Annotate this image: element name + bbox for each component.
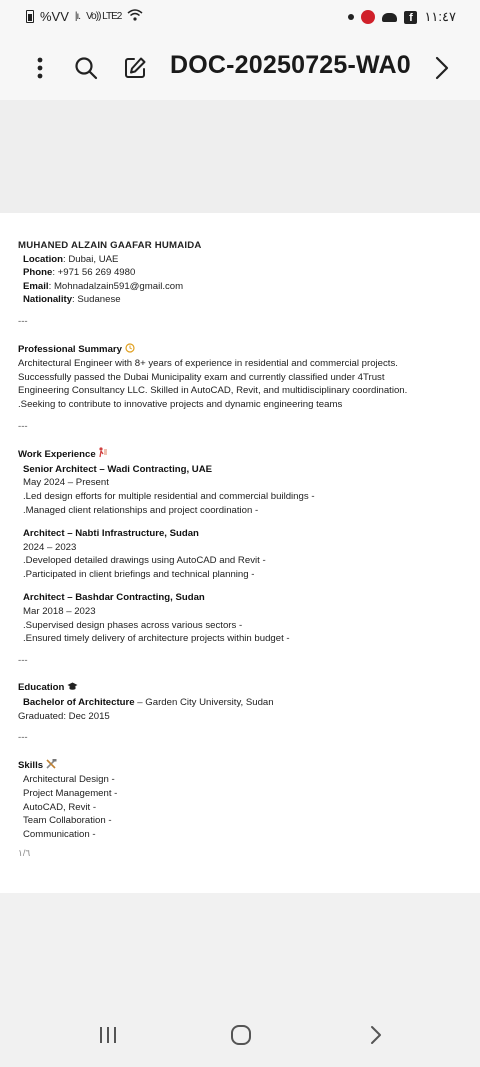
job-dates: May 2024 – Present [23,477,109,489]
status-right [348,9,456,25]
clock-emoji-icon [125,343,135,358]
contact-value: : Mohnadalzain591@gmail.com [48,280,184,292]
battery-icon [26,10,34,23]
system-nav-bar [0,1003,480,1067]
degree-name: Bachelor of Architecture [23,697,135,709]
document-page[interactable] [0,213,480,893]
skill-item: Architectural Design - [23,774,115,786]
contact-email [18,280,458,294]
clock: ١١:٤٧ [424,9,456,24]
search-button[interactable] [66,48,106,88]
graduation-cap-emoji-icon [67,682,78,696]
separator: --- [18,315,28,327]
contact-nationality [18,293,458,307]
experience-title: Work Experience [18,449,96,461]
contact-value: : Sudanese [72,294,121,306]
home-icon [230,1024,252,1046]
cloud-icon [382,13,397,22]
job-title [23,591,458,605]
summary-heading [18,343,458,358]
skill-item: Team Collaboration - [23,815,112,827]
education-title: Education [18,682,65,694]
skills-heading [18,759,458,774]
skill-item: AutoCAD, Revit - [23,801,97,813]
contact-label: Phone [23,267,53,279]
recent-apps-icon [98,1025,118,1045]
document-content [18,239,458,861]
battery-percent: %VV [40,9,69,24]
summary-line: Architectural Engineer with 8+ years of experience in residential and commercial projects. [18,358,398,370]
contact-location [18,253,458,267]
more-vertical-icon [37,57,43,79]
contact-label: Email [23,280,49,292]
skill-item: Project Management - [23,788,118,799]
education-heading [18,681,458,696]
job-bullet: .Managed client relationships and project coordination - [23,504,259,516]
edit-icon [123,56,147,80]
job-bullet: .Ensured timely delivery of architecture projects within budget - [23,633,290,645]
contact-label: Nationality [23,294,73,306]
separator: --- [18,420,28,432]
back-button[interactable] [356,1017,396,1053]
top-toolbar [0,36,480,100]
job-title [23,527,458,541]
signal-icon: |ı. [74,11,81,22]
recent-apps-button[interactable] [88,1017,128,1053]
job-dates: Mar 2018 – 2023 [23,606,96,618]
contact-label: Location [23,253,63,265]
document-title: DOC-20250725-WA0 [170,51,411,79]
wifi-icon [127,9,143,24]
app-notification-icon [361,10,375,24]
status-left [26,9,143,24]
more-options-button[interactable] [20,48,60,88]
job-title-text: Senior Architect – Wadi Contracting, UAE [23,463,213,475]
job-entry [18,591,458,645]
school-name: – Garden City University, Sudan [134,697,274,709]
job-entry [18,527,458,581]
job-bullet: .Supervised design phases across various sectors - [23,619,243,631]
separator: --- [18,732,28,744]
next-button[interactable] [422,48,462,88]
summary-line: .Seeking to contribute to innovative projects and dynamic engineering teams [18,398,343,410]
contact-phone [18,266,458,280]
chevron-right-icon [435,56,449,80]
experience-heading [18,447,458,463]
summary-line: Engineering Consultancy LLC. Skilled in AutoCAD, Revit, and multidisciplinary coordination. [18,385,408,397]
job-title-text: Architect – Nabti Infrastructure, Sudan [23,528,199,540]
education-degree [18,696,458,710]
job-entry [18,463,458,517]
facebook-icon: f [404,11,417,24]
job-bullet: .Led design efforts for multiple residential and commercial buildings - [23,490,315,502]
summary-title: Professional Summary [18,343,122,355]
network-label: Vo)) LTE2 [86,11,122,22]
job-bullet: .Developed detailed drawings using AutoCAD and Revit - [23,555,266,567]
job-title [23,463,458,477]
status-bar [0,0,480,36]
tools-emoji-icon [46,759,57,774]
resume-name: MUHANED ALZAIN GAAFAR HUMAIDA [18,240,202,251]
search-icon [74,56,98,80]
construction-worker-emoji-icon [98,447,108,463]
contact-value: : +971 56 269 4980 [52,267,136,279]
contact-value: : Dubai, UAE [62,253,119,265]
page-margin-bottom [0,893,480,1003]
notification-dot-icon [348,14,354,20]
skills-title: Skills [18,759,44,771]
job-bullet: .Participated in client briefings and technical planning - [23,568,255,580]
edit-button[interactable] [115,48,155,88]
job-title-text: Architect – Bashdar Contracting, Sudan [23,592,205,604]
page-number: ١/٦ [18,848,31,859]
job-dates: 2024 – 2023 [23,541,77,553]
skill-item: Communication - [23,828,96,840]
back-icon [369,1025,383,1045]
page-margin-top [0,100,480,213]
graduation-date: Graduated: Dec 2015 [18,710,110,722]
separator: --- [18,654,28,666]
summary-line: Successfully passed the Dubai Municipality exam and currently classified under 4Trust [18,371,385,383]
home-button[interactable] [221,1017,261,1053]
